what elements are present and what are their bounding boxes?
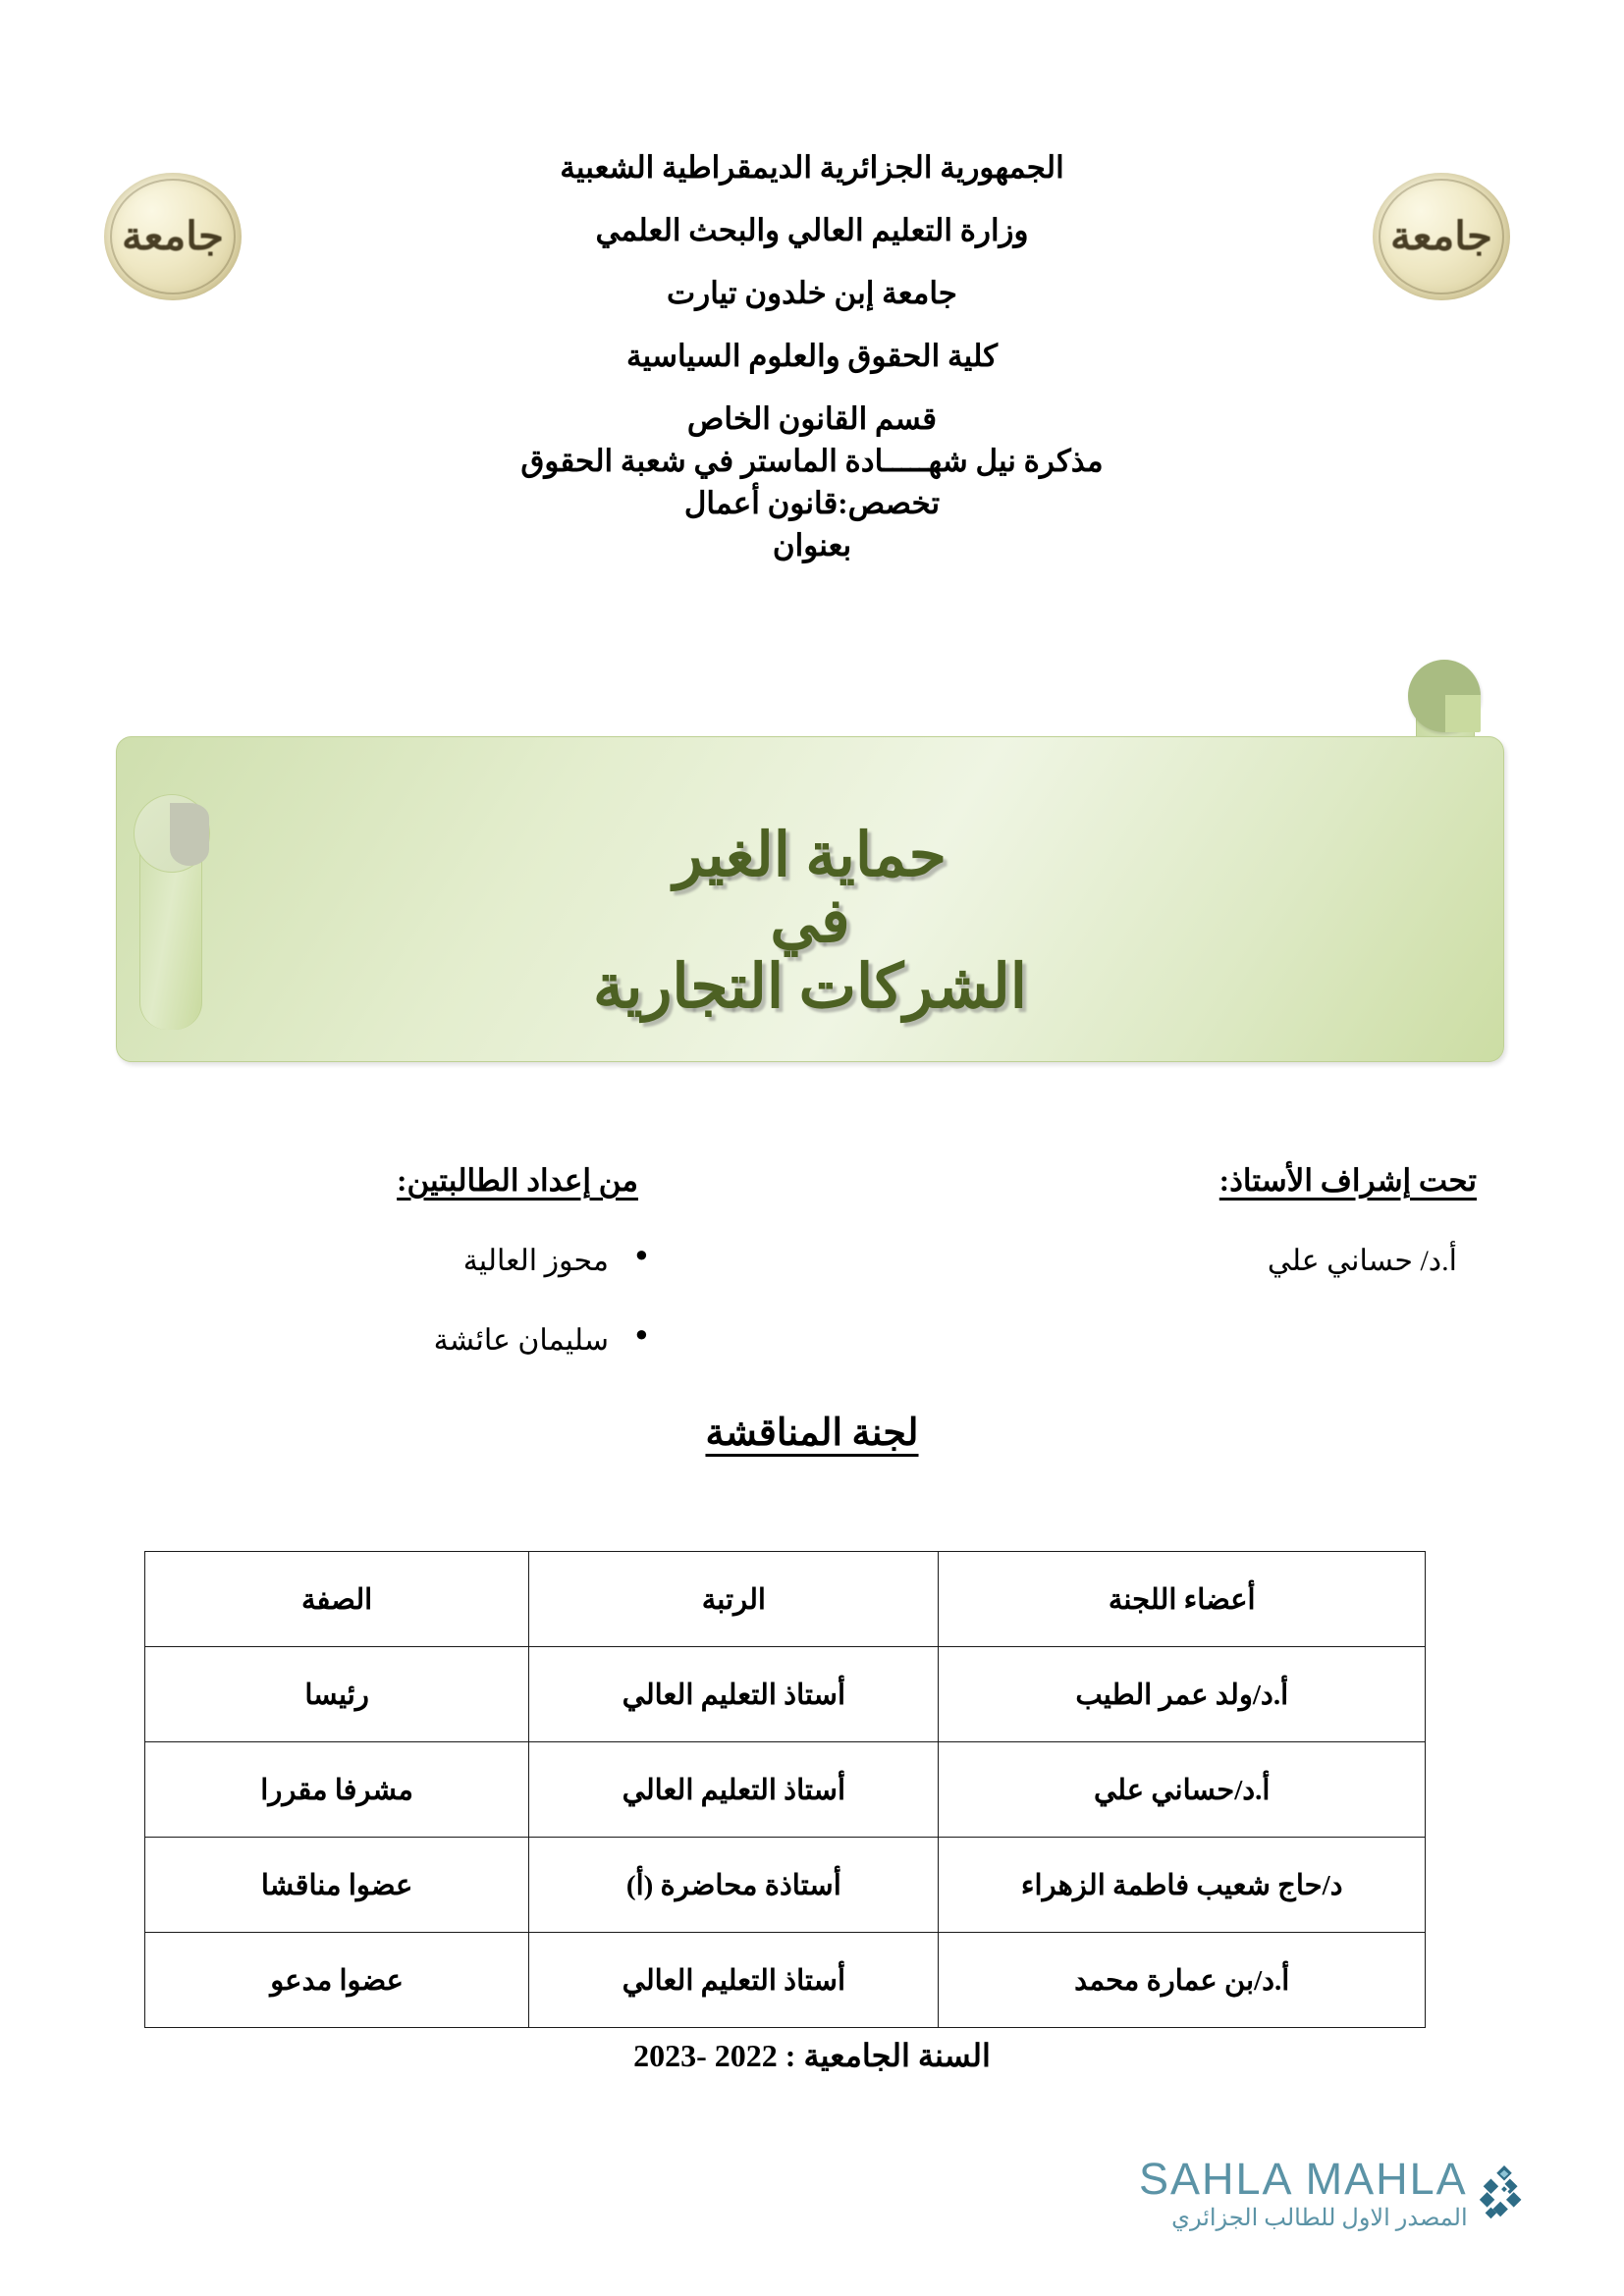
watermark-text <box>1139 2153 1468 2232</box>
scroll-body <box>116 736 1504 1062</box>
watermark-brand-name: SAHLA MAHLA <box>1139 2153 1468 2204</box>
cell-member-rank: أستاذ التعليم العالي <box>529 1933 939 2028</box>
scroll-curl-roll <box>1408 660 1481 732</box>
watermark-tagline: المصدر الاول للطالب الجزائري <box>1171 2205 1468 2231</box>
sahla-mahla-watermark <box>1139 2135 1600 2253</box>
institution-header <box>0 152 1624 572</box>
table-row <box>145 1742 1426 1838</box>
student-name-2: ● سليمان عائشة <box>147 1323 609 1358</box>
header-line-department: قسم القانون الخاص <box>686 401 938 436</box>
thesis-title-line-3: الشركات التجارية <box>592 953 1028 1021</box>
thesis-title-line-1: حماية الغير <box>673 823 947 889</box>
committee-table <box>144 1551 1426 2028</box>
column-header-role: الصفة <box>145 1552 529 1647</box>
thesis-title <box>117 824 1503 1021</box>
column-header-rank: الرتبة <box>529 1552 939 1647</box>
cell-member-rank: أستاذة محاضرة (أ) <box>529 1838 939 1933</box>
cell-member-role: عضوا مدعو <box>145 1933 529 2028</box>
students-heading: من إعداد الطالبتين: <box>397 1163 638 1198</box>
supervisor-name: أ.د/ حساني علي <box>1267 1245 1457 1277</box>
table-row <box>145 1933 1426 2028</box>
cell-member-rank: أستاذ التعليم العالي <box>529 1647 939 1742</box>
header-line-faculty: كلية الحقوق والعلوم السياسية <box>626 339 998 373</box>
student-name-1: ● محوز العالية <box>147 1244 609 1278</box>
cell-member-name: أ.د/بن عمارة محمد <box>939 1933 1426 2028</box>
table-header-row <box>145 1552 1426 1647</box>
header-line-specialization: تخصص:قانون أعمال <box>683 486 941 520</box>
academic-year: السنة الجامعية : 2022 -2023 <box>633 2038 991 2073</box>
authors-supervisor-row <box>147 1163 1477 1403</box>
cell-member-rank: أستاذ التعليم العالي <box>529 1742 939 1838</box>
supervisor-column <box>1015 1163 1477 1278</box>
scroll-curl-notch <box>1445 695 1481 732</box>
cell-member-role: رئيسا <box>145 1647 529 1742</box>
thesis-title-line-2: في <box>770 887 850 955</box>
cell-member-name: أ.د/حساني علي <box>939 1742 1426 1838</box>
students-list <box>147 1244 677 1358</box>
supervisor-heading: تحت إشراف الأستاذ: <box>1218 1163 1477 1198</box>
seal-calligraphy: جامعة <box>1389 214 1493 258</box>
header-line-entitled: بعنوان <box>772 528 852 562</box>
header-line-university: جامعة إبن خلدون تيارت <box>667 276 957 310</box>
cell-member-role: مشرفا مقررا <box>145 1742 529 1838</box>
table-row <box>145 1647 1426 1742</box>
cell-member-name: أ.د/ولد عمر الطيب <box>939 1647 1426 1742</box>
header-line-ministry: وزارة التعليم العالي والبحث العلمي <box>595 213 1029 247</box>
header-line-country: الجمهورية الجزائرية الديمقراطية الشعبية <box>560 150 1064 185</box>
table-row <box>145 1838 1426 1933</box>
committee-heading: لجنة المناقشة <box>705 1413 919 1454</box>
cell-member-role: عضوا مناقشا <box>145 1838 529 1933</box>
diamond-emblem-icon <box>1474 2163 1535 2224</box>
column-header-members: أعضاء اللجنة <box>939 1552 1426 1647</box>
title-scroll-banner <box>116 660 1502 1141</box>
seal-calligraphy: جامعة <box>121 214 225 258</box>
header-line-degree: مذكرة نيل شهـــــادة الماستر في شعبة الحقوق <box>520 444 1104 478</box>
cell-member-name: د/حاج شعيب فاطمة الزهراء <box>939 1838 1426 1933</box>
students-column <box>147 1163 677 1403</box>
